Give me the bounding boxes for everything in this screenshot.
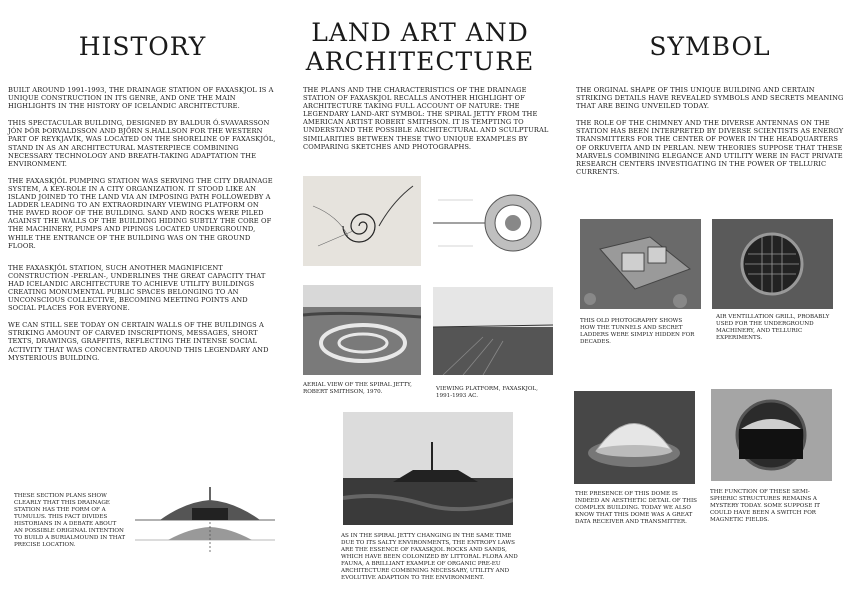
symbol-title: SYMBOL xyxy=(649,32,771,61)
history-paragraph: THE FAXASKJÓL PUMPING STATION WAS SERVING THE CITY DRAINAGE SYSTEM, A KEY-ROLE IN A CITY ORGANIZATION. IT STOOD LIKE AN ISLAND JOINED TO THE LAND VIA AN IMPOSING PATH FOLLOWEDBY A LADDER LEADING TO AN EXTRAORDINARY VIEWING PLATFORM ON THE PAVED ROOF OF THE BUILDING. SAND AND ROCKS WERE PILED AGAINST THE WALLS OF THE BUILDING HIDING SUBTLY THE CORE OF THE MACHINERY, PUMPS AND PIPINGS LOCATED UNDERGROUND, WHILE THE ENTRANCE OF THE BUILDING WAS ON THE GROUND FLOOR. xyxy=(8,176,273,250)
dome-photo xyxy=(574,391,695,484)
semi-sphere-caption: THE FUNCTION OF THESE SEMI-SPHERIC STRUCTURES REMAINS A MYSTERY TODAY. SOME SUPPOSE IT COULD HAVE BEEN A SWITCH FOR MAGNETIC FIELDS. xyxy=(710,489,821,523)
symbol-paragraph: THE ORGINAL SHAPE OF THIS UNIQUE BUILDING AND CERTAIN STRIKING DETAILS HAVE REVEALED SYMBOLS AND SECRETS MEANING THAT ARE BEING UNVEILED TODAY. xyxy=(576,86,844,111)
spiral-sketch-image xyxy=(303,176,421,266)
aerial-caption: AERIAL VIEW OF THE SPIRAL JETTY, ROBERT SMITHSON, 1970. xyxy=(303,382,412,395)
landart-paragraph: THE PLANS AND THE CHARACTERISTICS OF THE DRAINAGE STATION OF FAXASKJOL RECALLS ANOTHER HIGHLIGHT OF ARCHITECTURE TAKING FULL ACCOUNT OF NATURE: THE LEGENDARY LAND-ART SYMBOL: THE SPIRAL JETTY FROM THE AMERICAN ARTIST ROBERT SMITHSON. IT IS TEMPTING TO UNDERSTAND THE POSSIBLE ARCHITECTURAL AND SCULPTURAL SIMILARITIES BETWEEN THESE TWO UNIQUE EXAMPLES BY COMPARING SKETCHES AND PHOTOGRAPHS. xyxy=(303,86,549,151)
landart-title xyxy=(295,18,545,76)
symbol-paragraph: THE ROLE OF THE CHIMNEY AND THE DIVERSE ANTENNAS ON THE STATION HAS BEEN INTERPRETED BY DIVERSE SCIENTISTS AS ENERGY TRANSMITTERS FOR THE CENTER OF POWER IN THE HEADQUARTERS OF ORKUVEITA AND IN PERLAN. NEW THEORIES SUPPOSE THAT THESE MARVELS COMBINING ELEGANCE AND UTILITY WERE IN FACT PRIVATE RESEARCH CENTERS INVESTIGATING IN THE POWER OF TELLURIC CURRENTS. xyxy=(576,119,844,176)
history-paragraph: THE FAXASKJÓL STATION, SUCH ANOTHER MAGNIFICENT CONSTRUCTION -PERLAN-, UNDERLINES THE GREAT CAPACITY THAT HAD ICELANDIC ARCHITECTURE TO ACHIEVE UTILITY BUILDINGS CREATING MONUMENTAL PUBLIC SPACES BELONGING TO AN UNCONSCIOUS COLLECTIVE, BECOMING MEETING POINTS AND SOCIAL PLACES FOR EVERYONE. xyxy=(8,263,266,313)
history-paragraph: BUILT AROUND 1991-1993, THE DRAINAGE STATION OF FAXASKJOL IS A UNIQUE CONSTRUCTION IN ITS GENRE, AND ONE THE MAIN HIGHLIGHTS IN THE HISTORY OF ICELANDIC ARCHITECTURE. xyxy=(8,86,274,111)
ventilation-grill-photo xyxy=(712,219,833,309)
history-paragraph: WE CAN STILL SEE TODAY ON CERTAIN WALLS OF THE BUILDINGS A STRIKING AMOUNT OF CARVED INSCRIPTIONS, MESSAGES, SHORT TEXTS, DRAWINGS, GRAFFITIS, REFLECTING THE INTENSE SOCIAL ACTIVITY THAT WAS CONCENTRATED AROUND THIS LEGENDARY AND MYSTERIOUS BUILDING. xyxy=(8,321,269,362)
history-text xyxy=(8,86,276,371)
platform-caption: VIEWING PLATFORM, FAXASKJOL, 1991-1993 AC. xyxy=(436,386,538,399)
section-plan-caption: THESE SECTION PLANS SHOW CLEARLY THAT THIS DRAINAGE STATION HAS THE FORM OF A TUMULUS. THIS FACT DIVIDES HISTORIANS IN A DEBATE ABOUT AN POSSIBLE ORIGINAL INTENTION TO BUILD A BURIALMOUND IN THAT PRECISE LOCATION. xyxy=(14,493,126,548)
dome-caption: THE PRESENCE OF THIS DOME IS INDEED AN AESTHETIC DETAIL OF THIS COMPLEX BUILDING. TODAY WE ALSO KNOW THAT THIS DOME WAS A GREAT DATA RECEIVER AND TRANSMITTER. xyxy=(575,491,698,525)
history-paragraph: THIS SPECTACULAR BUILDING, DESIGNED BY BALDUR Ó.SVAVARSSON JÓN ÞÓR ÞORVALDSSON AND BJÖRN S.HALLSON FOR THE WESTERN PART OF REYKJAVÍK, WAS LOCATED ON THE SHORELINE OF FAXASKJÓL, STAND IN AS AN ARCHITECTURAL MASTERPIECE COMBINING NECESSARY TECHNOLOGY AND BREATH-TAKING ADAPTATION THE ENVIRONMENT. xyxy=(8,119,276,168)
grill-caption: AIR VENTILLATION GRILL, PROBABLY USED FOR THE UNDERGROUND MACHINERY, AND TELLURIC EXPERIMENTS. xyxy=(716,314,830,341)
viewing-platform-photo xyxy=(433,287,553,375)
station-bottom-caption: AS IN THE SPIRAL JETTY CHANGING IN THE SAME TIME DUE TO ITS SALTY ENVIRONMENTS, THE ENTROPY LAWS ARE THE ESSENCE OF FAXASKJOL ROCKS AND SANDS, WHICH HAVE BEEN COLONIZED BY LITTORAL FLORA AND FAUNA, A BRILLIANT EXAMPLE OF ORGANIC PRE-EU ARCHITECTURE COMBINING NECESSARY, UTILITY AND EVOLUTIVE ADAPTION TO THE ENVIRONMENT. xyxy=(341,533,518,581)
tunnels-photo xyxy=(580,219,701,309)
landart-title-line: LAND ART AND xyxy=(311,18,529,47)
tunnels-caption: THIS OLD PHOTOGRAPHY SHOWS HOW THE TUNNELS AND SECRET LADDERS WERE SIMPLY HIDDEN FOR DECADES. xyxy=(580,318,695,345)
section-plan-drawing xyxy=(130,482,280,560)
landart-title-line: ARCHITECTURE xyxy=(305,47,535,76)
symbol-text xyxy=(576,86,844,185)
history-title: HISTORY xyxy=(78,32,207,61)
spiral-jetty-aerial-photo xyxy=(303,285,421,375)
spiral-plan-image xyxy=(433,180,551,266)
faxaskjol-station-photo xyxy=(343,412,513,525)
semi-sphere-photo xyxy=(711,389,832,481)
